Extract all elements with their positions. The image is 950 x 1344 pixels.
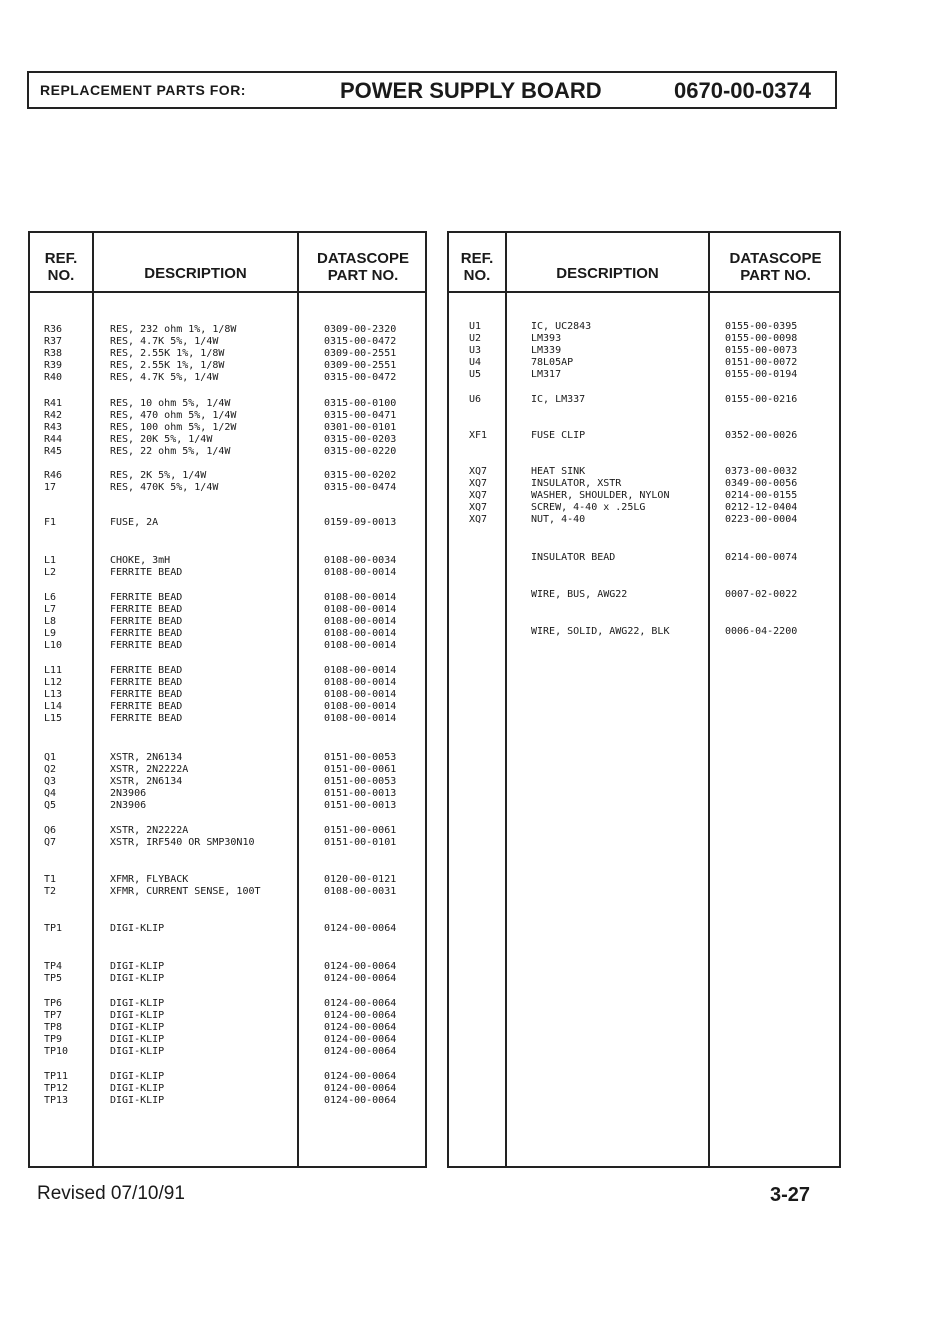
part-number-cell: 0373-00-0032 <box>725 466 798 477</box>
part-number-cell: 0124-00-0064 <box>324 1046 397 1057</box>
ref-cell: TP13 <box>44 1095 69 1106</box>
ref-cell: Q7 <box>44 837 57 848</box>
part-number-cell: 0120-00-0121 <box>324 874 397 885</box>
description-cell: XSTR, 2N6134 <box>110 776 183 787</box>
ref-cell: Q3 <box>44 776 57 787</box>
ref-cell: TP12 <box>44 1083 69 1094</box>
ref-cell: U5 <box>469 369 482 380</box>
description-cell: FERRITE BEAD <box>110 567 183 578</box>
part-number-cell: 0108-00-0014 <box>324 628 397 639</box>
description-cell: DIGI-KLIP <box>110 973 165 984</box>
ref-cell: XQ7 <box>469 478 488 489</box>
ref-cell: R46 <box>44 470 63 481</box>
description-cell: XFMR, FLYBACK <box>110 874 189 885</box>
description-cell: FERRITE BEAD <box>110 689 183 700</box>
description-cell: RES, 4.7K 5%, 1/4W <box>110 336 219 347</box>
part-number-cell: 0124-00-0064 <box>324 1010 397 1021</box>
ref-cell: L13 <box>44 689 63 700</box>
board-part-number: 0670-00-0374 <box>674 78 812 103</box>
description-cell: XSTR, IRF540 OR SMP30N10 <box>110 837 255 848</box>
description-cell: FERRITE BEAD <box>110 604 183 615</box>
part-number-cell: 0349-00-0056 <box>725 478 798 489</box>
ref-cell: TP4 <box>44 961 63 972</box>
part-number-cell: 0124-00-0064 <box>324 1022 397 1033</box>
ref-cell: TP1 <box>44 923 63 934</box>
part-number-cell: 0315-00-0471 <box>324 410 397 421</box>
ref-cell: F1 <box>44 517 57 528</box>
part-number-cell: 0108-00-0014 <box>324 689 397 700</box>
ref-cell: L1 <box>44 555 57 566</box>
description-cell: DIGI-KLIP <box>110 1071 165 1082</box>
description-cell: RES, 470K 5%, 1/4W <box>110 482 219 493</box>
part-number-cell: 0151-00-0101 <box>324 837 397 848</box>
description-cell: DIGI-KLIP <box>110 923 165 934</box>
description-cell: DIGI-KLIP <box>110 1046 165 1057</box>
part-number-cell: 0151-00-0072 <box>725 357 798 368</box>
description-cell: XSTR, 2N6134 <box>110 752 183 763</box>
ref-cell: U1 <box>469 321 482 332</box>
part-number-cell: 0124-00-0064 <box>324 961 397 972</box>
ref-cell: 17 <box>44 482 57 493</box>
part-number-cell: 0006-04-2200 <box>725 626 798 637</box>
ref-cell: L6 <box>44 592 57 603</box>
ref-cell: U3 <box>469 345 482 356</box>
ref-cell: U2 <box>469 333 482 344</box>
part-number-cell: 0151-00-0061 <box>324 764 397 775</box>
ref-cell: TP8 <box>44 1022 63 1033</box>
description-cell: FERRITE BEAD <box>110 701 183 712</box>
part-number-cell: 0108-00-0014 <box>324 713 397 724</box>
description-cell: RES, 20K 5%, 1/4W <box>110 434 213 445</box>
ref-cell: XQ7 <box>469 466 488 477</box>
description-cell: IC, LM337 <box>531 394 586 405</box>
part-number-cell: 0108-00-0014 <box>324 567 397 578</box>
ref-cell: XF1 <box>469 430 488 441</box>
description-cell: DIGI-KLIP <box>110 1095 165 1106</box>
part-number-cell: 0108-00-0014 <box>324 677 397 688</box>
part-number-cell: 0108-00-0014 <box>324 665 397 676</box>
description-cell: RES, 232 ohm 1%, 1/8W <box>110 324 237 335</box>
ref-cell: Q4 <box>44 788 57 799</box>
description-cell: IC, UC2843 <box>531 321 592 332</box>
header-divider <box>30 291 425 293</box>
part-number-cell: 0108-00-0014 <box>324 592 397 603</box>
part-number-cell: 0315-00-0474 <box>324 482 397 493</box>
ref-cell: R45 <box>44 446 63 457</box>
description-cell: FERRITE BEAD <box>110 640 183 651</box>
part-number-cell: 0309-00-2320 <box>324 324 397 335</box>
ref-cell: R41 <box>44 398 63 409</box>
description-cell: DIGI-KLIP <box>110 998 165 1009</box>
part-number-cell: 0315-00-0472 <box>324 372 397 383</box>
column-divider <box>297 233 299 1166</box>
ref-cell: XQ7 <box>469 490 488 501</box>
page-title: POWER SUPPLY BOARD <box>340 78 602 103</box>
ref-cell: L2 <box>44 567 57 578</box>
description-cell: CHOKE, 3mH <box>110 555 171 566</box>
ref-cell: TP11 <box>44 1071 69 1082</box>
part-number-cell: 0155-00-0073 <box>725 345 798 356</box>
ref-cell: Q6 <box>44 825 57 836</box>
description-cell: 78L05AP <box>531 357 574 368</box>
col-header-description: DESCRIPTION <box>144 265 247 282</box>
part-number-cell: 0214-00-0155 <box>725 490 798 501</box>
ref-cell: R36 <box>44 324 63 335</box>
description-cell: XFMR, CURRENT SENSE, 100T <box>110 886 261 897</box>
ref-cell: TP10 <box>44 1046 69 1057</box>
description-cell: HEAT SINK <box>531 466 586 477</box>
description-cell: FERRITE BEAD <box>110 628 183 639</box>
col-header-description: DESCRIPTION <box>556 265 659 282</box>
header-label: REPLACEMENT PARTS FOR: <box>40 82 246 98</box>
description-cell: DIGI-KLIP <box>110 961 165 972</box>
part-number-cell: 0315-00-0203 <box>324 434 397 445</box>
column-divider <box>92 233 94 1166</box>
ref-cell: TP5 <box>44 973 63 984</box>
description-cell: LM393 <box>531 333 562 344</box>
ref-cell: TP9 <box>44 1034 63 1045</box>
part-number-cell: 0108-00-0034 <box>324 555 397 566</box>
description-cell: FERRITE BEAD <box>110 665 183 676</box>
col-header-part-no: DATASCOPE PART NO. <box>729 250 822 284</box>
part-number-cell: 0214-00-0074 <box>725 552 798 563</box>
column-divider <box>708 233 710 1166</box>
description-cell: RES, 2.55K 1%, 1/8W <box>110 348 225 359</box>
part-number-cell: 0151-00-0053 <box>324 776 397 787</box>
description-cell: LM317 <box>531 369 562 380</box>
ref-cell: U4 <box>469 357 482 368</box>
part-number-cell: 0151-00-0013 <box>324 800 397 811</box>
part-number-cell: 0315-00-0472 <box>324 336 397 347</box>
ref-cell: R38 <box>44 348 63 359</box>
description-cell: FUSE CLIP <box>531 430 586 441</box>
ref-cell: XQ7 <box>469 502 488 513</box>
part-number-cell: 0124-00-0064 <box>324 923 397 934</box>
ref-cell: R40 <box>44 372 63 383</box>
description-cell: INSULATOR BEAD <box>531 552 616 563</box>
ref-cell: T2 <box>44 886 57 897</box>
ref-cell: Q2 <box>44 764 57 775</box>
ref-cell: Q1 <box>44 752 57 763</box>
part-number-cell: 0007-02-0022 <box>725 589 798 600</box>
ref-cell: R42 <box>44 410 63 421</box>
part-number-cell: 0309-00-2551 <box>324 360 397 371</box>
description-cell: DIGI-KLIP <box>110 1034 165 1045</box>
column-divider <box>505 233 507 1166</box>
description-cell: RES, 4.7K 5%, 1/4W <box>110 372 219 383</box>
ref-cell: L14 <box>44 701 63 712</box>
ref-cell: L8 <box>44 616 57 627</box>
description-cell: RES, 10 ohm 5%, 1/4W <box>110 398 231 409</box>
description-cell: FERRITE BEAD <box>110 713 183 724</box>
part-number-cell: 0124-00-0064 <box>324 1083 397 1094</box>
col-header-ref: REF. NO. <box>44 250 78 284</box>
part-number-cell: 0124-00-0064 <box>324 1071 397 1082</box>
part-number-cell: 0124-00-0064 <box>324 1034 397 1045</box>
description-cell: XSTR, 2N2222A <box>110 764 189 775</box>
part-number-cell: 0108-00-0014 <box>324 640 397 651</box>
description-cell: RES, 470 ohm 5%, 1/4W <box>110 410 237 421</box>
part-number-cell: 0124-00-0064 <box>324 1095 397 1106</box>
ref-cell: U6 <box>469 394 482 405</box>
part-number-cell: 0315-00-0202 <box>324 470 397 481</box>
description-cell: WASHER, SHOULDER, NYLON <box>531 490 670 501</box>
part-number-cell: 0151-00-0061 <box>324 825 397 836</box>
part-number-cell: 0315-00-0220 <box>324 446 397 457</box>
part-number-cell: 0352-00-0026 <box>725 430 798 441</box>
ref-cell: L12 <box>44 677 63 688</box>
ref-cell: R39 <box>44 360 63 371</box>
part-number-cell: 0301-00-0101 <box>324 422 397 433</box>
part-number-cell: 0155-00-0098 <box>725 333 798 344</box>
part-number-cell: 0108-00-0014 <box>324 616 397 627</box>
part-number-cell: 0108-00-0014 <box>324 701 397 712</box>
part-number-cell: 0223-00-0004 <box>725 514 798 525</box>
part-number-cell: 0108-00-0014 <box>324 604 397 615</box>
ref-cell: L10 <box>44 640 63 651</box>
ref-cell: L7 <box>44 604 57 615</box>
part-number-cell: 0159-09-0013 <box>324 517 397 528</box>
part-number-cell: 0212-12-0404 <box>725 502 798 513</box>
description-cell: RES, 2K 5%, 1/4W <box>110 470 207 481</box>
description-cell: RES, 22 ohm 5%, 1/4W <box>110 446 231 457</box>
ref-cell: TP7 <box>44 1010 63 1021</box>
ref-cell: L11 <box>44 665 63 676</box>
description-cell: FERRITE BEAD <box>110 616 183 627</box>
description-cell: DIGI-KLIP <box>110 1010 165 1021</box>
part-number-cell: 0124-00-0064 <box>324 998 397 1009</box>
description-cell: SCREW, 4-40 x .25LG <box>531 502 646 513</box>
description-cell: FERRITE BEAD <box>110 677 183 688</box>
description-cell: DIGI-KLIP <box>110 1022 165 1033</box>
page-number: 3-27 <box>770 1184 811 1206</box>
ref-cell: XQ7 <box>469 514 488 525</box>
description-cell: WIRE, BUS, AWG22 <box>531 589 628 600</box>
ref-cell: R37 <box>44 336 63 347</box>
description-cell: FUSE, 2A <box>110 517 159 528</box>
ref-cell: R44 <box>44 434 63 445</box>
revision-date: Revised 07/10/91 <box>37 1183 185 1204</box>
description-cell: NUT, 4-40 <box>531 514 586 525</box>
description-cell: DIGI-KLIP <box>110 1083 165 1094</box>
header-box <box>27 71 837 109</box>
description-cell: INSULATOR, XSTR <box>531 478 622 489</box>
col-header-ref: REF. NO. <box>460 250 494 284</box>
part-number-cell: 0124-00-0064 <box>324 973 397 984</box>
description-cell: LM339 <box>531 345 562 356</box>
ref-cell: T1 <box>44 874 57 885</box>
description-cell: 2N3906 <box>110 800 147 811</box>
description-cell: FERRITE BEAD <box>110 592 183 603</box>
ref-cell: L15 <box>44 713 63 724</box>
part-number-cell: 0309-00-2551 <box>324 348 397 359</box>
ref-cell: TP6 <box>44 998 63 1009</box>
description-cell: XSTR, 2N2222A <box>110 825 189 836</box>
ref-cell: Q5 <box>44 800 57 811</box>
part-number-cell: 0151-00-0053 <box>324 752 397 763</box>
part-number-cell: 0151-00-0013 <box>324 788 397 799</box>
col-header-part-no: DATASCOPE PART NO. <box>317 250 409 284</box>
description-cell: WIRE, SOLID, AWG22, BLK <box>531 626 670 637</box>
part-number-cell: 0108-00-0031 <box>324 886 397 897</box>
description-cell: 2N3906 <box>110 788 147 799</box>
part-number-cell: 0155-00-0395 <box>725 321 798 332</box>
header-divider <box>449 291 839 293</box>
part-number-cell: 0315-00-0100 <box>324 398 397 409</box>
ref-cell: L9 <box>44 628 57 639</box>
ref-cell: R43 <box>44 422 63 433</box>
description-cell: RES, 100 ohm 5%, 1/2W <box>110 422 237 433</box>
part-number-cell: 0155-00-0216 <box>725 394 798 405</box>
part-number-cell: 0155-00-0194 <box>725 369 798 380</box>
description-cell: RES, 2.55K 1%, 1/8W <box>110 360 225 371</box>
